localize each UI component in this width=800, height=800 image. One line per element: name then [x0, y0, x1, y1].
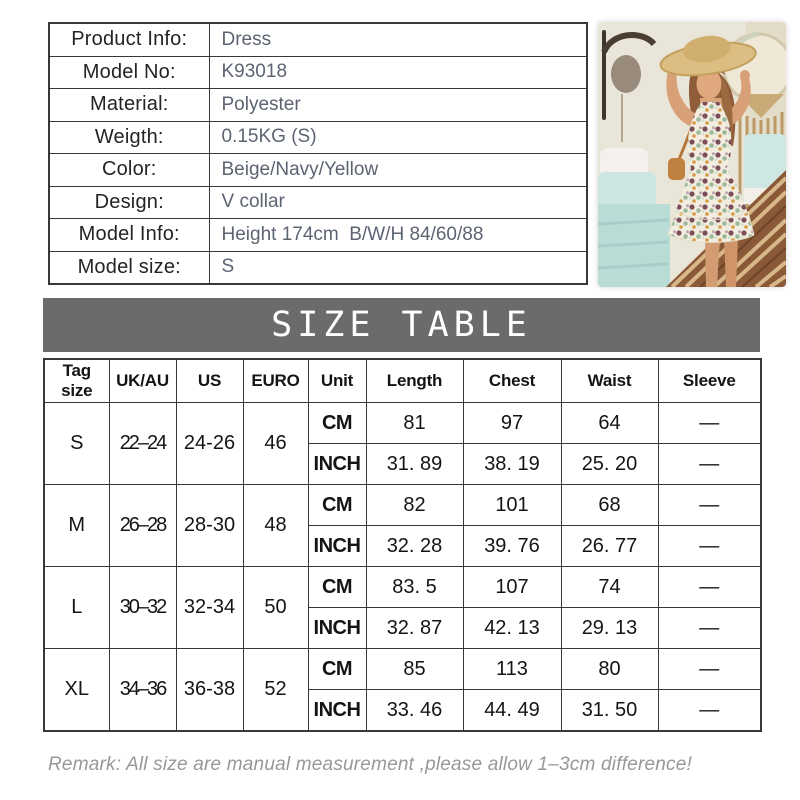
size-cell-sleeve: —	[658, 526, 761, 567]
size-cell-length: 85	[366, 649, 463, 690]
size-cell-unit: INCH	[308, 526, 366, 567]
size-col-header-sleeve: Sleeve	[658, 359, 761, 403]
size-cell-us: 24-26	[176, 403, 243, 485]
size-cell-unit: CM	[308, 567, 366, 608]
size-cell-sleeve: —	[658, 444, 761, 485]
remark-text: Remark: All size are manual measurement ,please allow 1–3cm difference!	[48, 754, 692, 775]
size-cell-chest: 38. 19	[463, 444, 561, 485]
product-info-value: Height 174cm B/W/H 84/60/88	[209, 219, 587, 252]
size-col-header-length: Length	[366, 359, 463, 403]
product-info-row	[49, 23, 587, 56]
size-col-header-euro: EURO	[243, 359, 308, 403]
size-cell-chest: 44. 49	[463, 690, 561, 732]
size-col-header-unit: Unit	[308, 359, 366, 403]
size-table	[43, 358, 762, 732]
size-cell-chest: 42. 13	[463, 608, 561, 649]
size-cell-uk-au: 26–28	[109, 485, 176, 567]
product-info-value: S	[209, 251, 587, 284]
product-info-row	[49, 186, 587, 219]
size-cell-tag: XL	[44, 649, 109, 732]
product-info-row	[49, 154, 587, 187]
photo-model-bag	[668, 158, 685, 180]
size-table-header-row	[44, 359, 761, 403]
size-cell-unit: INCH	[308, 690, 366, 732]
size-cell-waist: 64	[561, 403, 658, 444]
product-info-label: Color:	[49, 154, 209, 187]
product-info-row	[49, 251, 587, 284]
size-cell-chest: 97	[463, 403, 561, 444]
product-info-value: Dress	[209, 23, 587, 56]
size-cell-uk-au: 30–32	[109, 567, 176, 649]
product-info-label: Model Info:	[49, 219, 209, 252]
size-cell-tag: S	[44, 403, 109, 485]
size-cell-tag: L	[44, 567, 109, 649]
size-cell-sleeve: —	[658, 649, 761, 690]
size-cell-uk-au: 34–36	[109, 649, 176, 732]
product-info-value: K93018	[209, 56, 587, 89]
size-cell-sleeve: —	[658, 567, 761, 608]
product-info-label: Model size:	[49, 251, 209, 284]
photo-frame-bar	[602, 30, 606, 120]
size-cell-uk-au: 22–24	[109, 403, 176, 485]
size-cell-waist: 68	[561, 485, 658, 526]
size-col-header-chest: Chest	[463, 359, 561, 403]
product-photo	[598, 22, 786, 287]
size-cell-chest: 113	[463, 649, 561, 690]
size-cell-sleeve: —	[658, 485, 761, 526]
product-info-label: Design:	[49, 186, 209, 219]
product-info-row	[49, 219, 587, 252]
size-col-header-uk-au: UK/AU	[109, 359, 176, 403]
size-cell-unit: INCH	[308, 444, 366, 485]
product-info-label: Model No:	[49, 56, 209, 89]
size-cell-unit: INCH	[308, 608, 366, 649]
product-info-table	[48, 22, 588, 285]
size-cell-us: 36-38	[176, 649, 243, 732]
product-info-value: V collar	[209, 186, 587, 219]
size-col-header-tag-size: Tag size	[44, 359, 109, 403]
size-cell-euro: 52	[243, 649, 308, 732]
size-cell-tag: M	[44, 485, 109, 567]
size-cell-us: 28-30	[176, 485, 243, 567]
size-cell-us: 32-34	[176, 567, 243, 649]
size-cell-length: 32. 28	[366, 526, 463, 567]
size-col-header-us: US	[176, 359, 243, 403]
product-info-row	[49, 121, 587, 154]
size-cell-euro: 48	[243, 485, 308, 567]
size-cell-waist: 29. 13	[561, 608, 658, 649]
product-info-row	[49, 56, 587, 89]
size-cell-length: 33. 46	[366, 690, 463, 732]
size-cell-sleeve: —	[658, 403, 761, 444]
size-cell-waist: 80	[561, 649, 658, 690]
product-info-row	[49, 89, 587, 122]
product-info-label: Product Info:	[49, 23, 209, 56]
size-cell-sleeve: —	[658, 690, 761, 732]
size-cell-length: 81	[366, 403, 463, 444]
product-info-label: Material:	[49, 89, 209, 122]
size-cell-sleeve: —	[658, 608, 761, 649]
size-cell-euro: 50	[243, 567, 308, 649]
size-cell-unit: CM	[308, 403, 366, 444]
size-table-row-s-cm	[44, 403, 761, 444]
size-table-title-bar	[43, 298, 760, 352]
product-info-value: 0.15KG (S)	[209, 121, 587, 154]
size-cell-waist: 26. 77	[561, 526, 658, 567]
size-cell-unit: CM	[308, 649, 366, 690]
size-cell-chest: 101	[463, 485, 561, 526]
size-cell-length: 82	[366, 485, 463, 526]
size-cell-length: 31. 89	[366, 444, 463, 485]
size-cell-waist: 25. 20	[561, 444, 658, 485]
size-col-header-waist: Waist	[561, 359, 658, 403]
size-cell-waist: 31. 50	[561, 690, 658, 732]
size-table-row-l-cm	[44, 567, 761, 608]
size-cell-chest: 39. 76	[463, 526, 561, 567]
product-info-value: Polyester	[209, 89, 587, 122]
size-table-row-xl-cm	[44, 649, 761, 690]
size-cell-length: 32. 87	[366, 608, 463, 649]
size-cell-euro: 46	[243, 403, 308, 485]
size-cell-chest: 107	[463, 567, 561, 608]
product-info-value: Beige/Navy/Yellow	[209, 154, 587, 187]
size-cell-length: 83. 5	[366, 567, 463, 608]
size-table-row-m-cm	[44, 485, 761, 526]
size-table-title: SIZE TABLE	[271, 305, 532, 345]
product-info-label: Weigth:	[49, 121, 209, 154]
size-cell-unit: CM	[308, 485, 366, 526]
product-photo-illustration	[598, 22, 786, 287]
size-cell-waist: 74	[561, 567, 658, 608]
